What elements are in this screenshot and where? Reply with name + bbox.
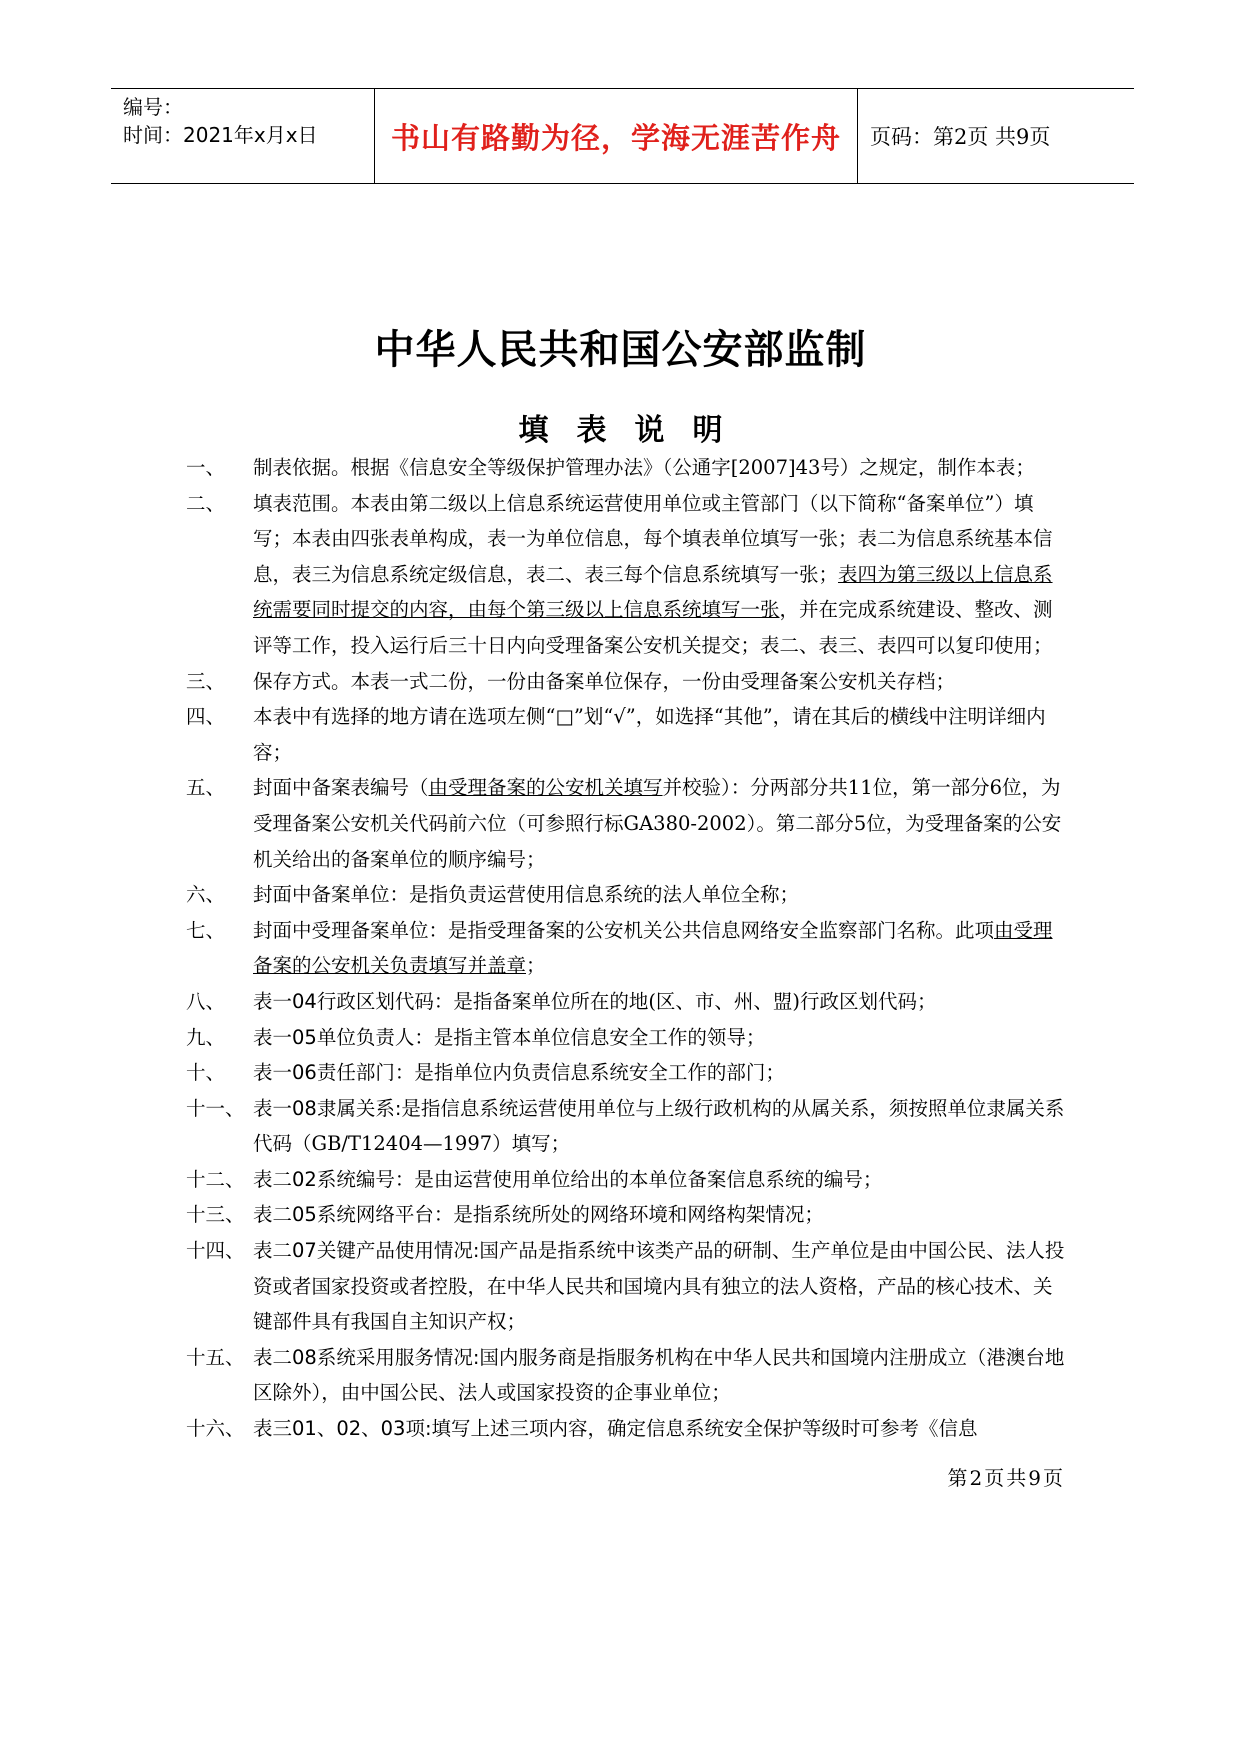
item-text: 国内服务商是指服务机构在中华人民共和国境内注册成立（港澳台地区除外），由中国公民、法人或国家投资的企事业单位； [253,1345,1065,1405]
list-item [186,1091,1066,1162]
list-item [186,1055,1066,1091]
header-meta [111,89,375,183]
item-underlined-text: 由受理备案的公安机关负责填写并盖章 [253,918,1053,978]
item-label: 表二05系统网络平台： [253,1203,454,1227]
item-text: 是指受理备案的公安机关公共信息网络安全监察部门名称。此项 [448,918,995,942]
list-item [186,450,1066,486]
item-number: 四、 [186,705,226,729]
item-number: 十五、 [186,1345,245,1369]
item-label: 封面中备案表编号 [253,776,410,800]
item-text: 是指主管本单位信息安全工作的领导； [433,1025,766,1049]
page-footer: 第2页共9页 [947,1466,1065,1490]
item-label: 表一06责任部门： [253,1061,415,1085]
list-item [186,770,1066,877]
list-item [186,877,1066,913]
item-number: 十六、 [186,1417,245,1441]
document-title: 中华人民共和国公安部监制 [374,327,867,373]
list-item [186,1340,1066,1411]
item-label: 表二02系统编号： [253,1167,415,1191]
item-label: 制表依据。 [253,456,351,479]
item-number: 八、 [186,989,226,1013]
item-label: 封面中备案单位： [253,883,410,907]
item-text: （ [409,776,429,800]
item-text: 是指系统所处的网络环境和网络构架情况； [453,1203,824,1227]
item-text: 是由运营使用单位给出的本单位备案信息系统的编号； [414,1167,883,1191]
serial-label: 编号： [123,95,183,119]
item-text: 是指备案单位所在的地(区、市、州、盟)行政区划代码； [453,989,937,1013]
item-label: 填表范围。 [253,491,351,515]
item-label: 保存方式。 [253,669,351,693]
item-underlined-text: 由受理备案的公安机关填写 [428,776,663,800]
header-motto: 书山有路勤为径，学海无涯苦作舟 [375,89,858,183]
item-text: 本表一式二份，一份由备案单位保存，一份由受理备案公安机关存档； [350,669,956,693]
item-number: 一、 [186,456,226,479]
section-heading: 填表说明 [518,413,751,448]
list-item [186,1411,1066,1447]
item-text-continued: ； [526,954,546,978]
item-text: 是指信息系统运营使用单位与上级行政机构的从属关系，须按照单位隶属关系代码（GB/T12404—1997）填写； [253,1096,1065,1156]
item-underlined-text: 表四为第三级以上信息系统需要同时提交的内容，由每个第三级以上信息系统填写一张 [253,562,1053,622]
item-number: 三、 [186,669,226,693]
item-label: 表二08系统采用服务情况: [253,1345,480,1369]
item-text: 根据《信息安全等级保护管理办法》（公通字[2007]43号）之规定，制作本表； [350,456,1035,479]
list-item [186,1233,1066,1340]
page-header [111,88,1134,184]
instruction-list [186,450,1066,1447]
item-text: 填写上述三项内容，确定信息系统安全保护等级时可参考《信息 [431,1417,978,1441]
date-label: 时间：2021年x月x日 [123,123,318,147]
item-text-continued: ，并在完成系统建设、整改、测评等工作，投入运行后三十日内向受理备案公安机关提交；表二、表三、表四可以复印使用； [253,598,1053,657]
item-text: 本表由第二级以上信息系统运营使用单位或主管部门（以下简称“备案单位”）填写；本表由四张表单构成，表一为单位信息，每个填表单位填写一张；表二为信息系统基本信息，表三为信息系统定级信息，表二、表三每个信息系统填写一张； [253,491,1053,586]
item-label: 封面中受理备案单位： [253,918,449,942]
item-number: 十二、 [186,1167,245,1191]
item-number: 六、 [186,883,226,907]
item-number: 十一、 [186,1096,245,1120]
header-page-info: 页码：第2页 共9页 [870,125,1051,149]
item-label: 表一05单位负责人： [253,1025,434,1049]
item-label: 表二07关键产品使用情况: [253,1239,480,1263]
item-text-continued: 并校验）：分两部分共11位，第一部分6位，为受理备案公安机关代码前六位（可参照行标GA380-2002）。第二部分5位，为受理备案的公安机关给出的备案单位的顺序编号； [253,776,1062,871]
list-item [186,984,1066,1020]
list-item [186,486,1066,664]
item-number: 九、 [186,1025,226,1049]
item-label: 表三01、02、03项: [253,1417,432,1441]
item-text: 国产品是指系统中该类产品的研制、生产单位是由中国公民、法人投资或者国家投资或者控股，在中华人民共和国境内具有独立的法人资格，产品的核心技术、关键部件具有我国自主知识产权； [253,1239,1065,1334]
item-number: 二、 [186,491,226,515]
list-item [186,1197,1066,1233]
item-number: 五、 [186,776,226,800]
list-item [186,1020,1066,1056]
list-item [186,913,1066,984]
list-item [186,664,1066,700]
item-number: 十三、 [186,1203,245,1227]
item-number: 十、 [186,1061,226,1085]
item-label: 表一08隶属关系: [253,1096,402,1120]
item-label: 表一04行政区划代码： [253,989,454,1013]
item-number: 十四、 [186,1239,245,1263]
item-text: 本表中有选择的地方请在选项左侧“□”划“√”，如选择“其他”，请在其后的横线中注明详细内容； [253,705,1046,764]
item-number: 七、 [186,918,226,942]
item-text: 是指单位内负责信息系统安全工作的部门； [414,1061,785,1085]
list-item [186,1162,1066,1198]
item-text: 是指负责运营使用信息系统的法人单位全称； [409,883,800,907]
list-item [186,699,1066,770]
